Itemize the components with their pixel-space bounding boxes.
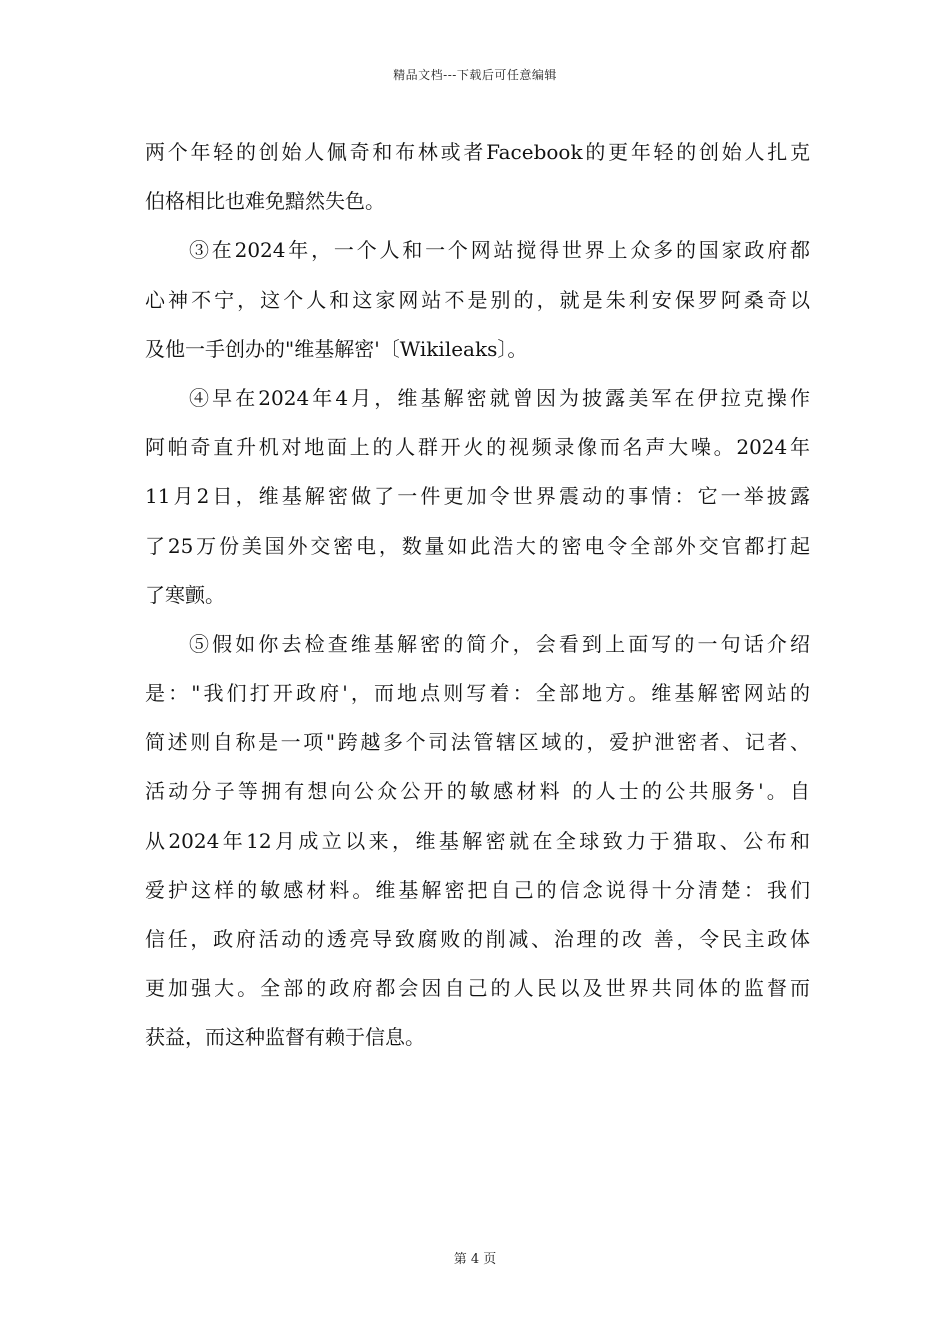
text-line: 心神不宁，这个人和这家网站不是别的，就是朱利安保罗阿桑奇以	[145, 287, 810, 312]
text-line: 活动分子等拥有想向公众公开的敏感材料 的人士的公共服务'。自	[145, 779, 810, 804]
text-line: 更加强大。全部的政府都会因自己的人民以及世界共同体的监督而	[145, 976, 810, 1001]
text-line: 爱护这样的敏感材料。维基解密把自己的信念说得十分清楚：我们	[145, 877, 810, 902]
body-text	[145, 128, 810, 1063]
text-line: 及他一手创办的"维基解密'〔Wikileaks〕。	[145, 336, 528, 361]
paragraph-3	[145, 374, 810, 620]
text-line: ⑤假如你去检查维基解密的简介，会看到上面写的一句话介绍	[189, 631, 810, 656]
text-line: 两个年轻的创始人佩奇和布林或者Facebook的更年轻的创始人扎克	[145, 140, 810, 164]
text-line: 了寒颤。	[145, 582, 225, 607]
paragraph-1	[145, 128, 810, 226]
page-number: 第 4 页	[453, 1252, 497, 1267]
text-line: 了25万份美国外交密电，数量如此浩大的密电令全部外交官都打起	[145, 533, 810, 558]
text-line: 从2024年12月成立以来，维基解密就在全球致力于猎取、公布和	[145, 828, 810, 853]
text-line: 是："我们打开政府'，而地点则写着：全部地方。维基解密网站的	[145, 681, 810, 706]
text-line: 阿帕奇直升机对地面上的人群开火的视频录像而名声大噪。2024年	[145, 435, 810, 460]
text-line: ③在2024年，一个人和一个网站搅得世界上众多的国家政府都	[189, 238, 810, 263]
text-line: 11月2日，维基解密做了一件更加令世界震动的事情：它一举披露	[145, 484, 810, 509]
text-line: 简述则自称是一项"跨越多个司法管辖区域的，爱护泄密者、记者、	[145, 730, 810, 755]
paragraph-2	[145, 226, 810, 374]
paragraph-4	[145, 620, 810, 1063]
text-line: ④早在2024年4月，维基解密就曾因为披露美军在伊拉克操作	[189, 385, 810, 410]
text-line: 获益，而这种监督有赖于信息。	[145, 1025, 425, 1050]
text-line: 信任，政府活动的透亮导致腐败的削减、治理的改 善，令民主政体	[145, 927, 810, 951]
text-line: 伯格相比也难免黯然失色。	[145, 189, 385, 214]
page-header: 精品文档---下载后可任意编辑	[393, 68, 557, 82]
